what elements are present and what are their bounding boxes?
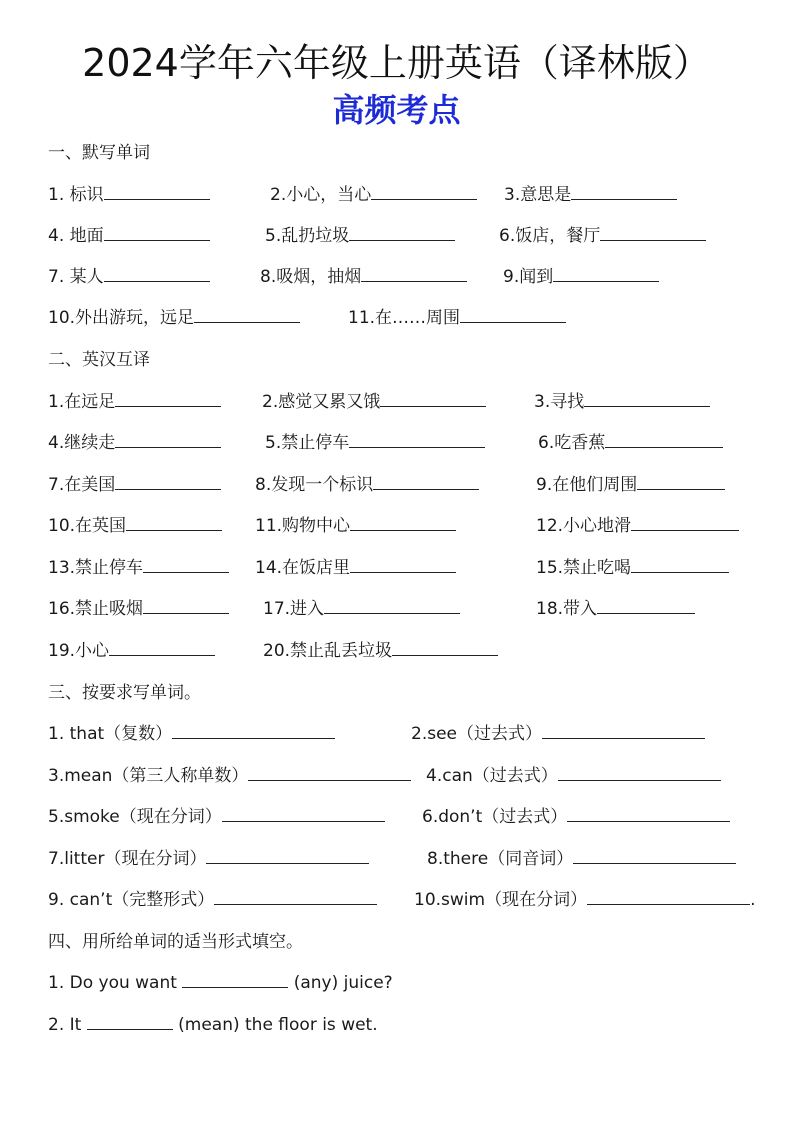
item-prompt: 2.小心，当心	[270, 185, 372, 205]
exercise-item	[48, 969, 393, 997]
item-prompt: 5.乱扔垃圾	[265, 226, 350, 246]
exercise-item	[48, 429, 221, 457]
item-prompt: 16.禁止吸烟	[48, 599, 144, 619]
exercise-item	[48, 554, 229, 582]
exercise-item	[263, 595, 460, 623]
item-prompt: 8.发现一个标识	[255, 475, 374, 495]
answer-blank[interactable]	[324, 595, 460, 614]
item-prompt: 14.在饭店里	[255, 558, 351, 578]
exercise-item	[48, 512, 222, 540]
item-prompt: 9. can’t（完整形式）	[48, 890, 215, 910]
answer-blank[interactable]	[584, 388, 710, 407]
item-prompt: 11.在……周围	[348, 308, 461, 328]
answer-blank[interactable]	[571, 181, 677, 200]
answer-blank[interactable]	[597, 595, 695, 614]
exercise-item	[48, 803, 385, 831]
answer-blank[interactable]	[248, 762, 411, 781]
sentence-after: (any) juice?	[288, 973, 393, 993]
answer-blank[interactable]	[631, 554, 729, 573]
answer-blank[interactable]	[214, 886, 377, 905]
exercise-item	[348, 304, 566, 332]
exercise-item	[411, 720, 705, 748]
sentence-before: 1. Do you want	[48, 973, 183, 993]
item-prompt: 5.禁止停车	[265, 433, 350, 453]
item-prompt: 19.小心	[48, 641, 110, 661]
exercise-item	[426, 762, 721, 790]
exercise-item	[48, 762, 411, 790]
exercise-item	[48, 845, 369, 873]
item-prompt: 4. 地面	[48, 226, 104, 246]
exercise-item	[262, 388, 486, 416]
item-prompt: 10.在英国	[48, 516, 127, 536]
page-title: 2024学年六年级上册英语（译林版）	[82, 41, 711, 85]
answer-blank[interactable]	[172, 720, 335, 739]
item-prompt: 11.购物中心	[255, 516, 351, 536]
item-prompt: 17.进入	[263, 599, 325, 619]
item-prompt: 7.在美国	[48, 475, 116, 495]
answer-blank[interactable]	[349, 429, 485, 448]
item-prompt: 3.寻找	[534, 392, 585, 412]
answer-blank[interactable]	[600, 222, 706, 241]
item-prompt: 18.带入	[536, 599, 598, 619]
exercise-item	[260, 263, 467, 291]
answer-blank[interactable]	[361, 263, 467, 282]
exercise-item	[536, 554, 729, 582]
answer-blank[interactable]	[631, 512, 739, 531]
exercise-item	[265, 222, 455, 250]
item-prompt: 1. 标识	[48, 185, 104, 205]
answer-blank[interactable]	[349, 222, 455, 241]
item-prompt: 2.see（过去式）	[411, 724, 542, 744]
answer-blank[interactable]	[182, 969, 288, 988]
item-prompt: 15.禁止吃喝	[536, 558, 632, 578]
exercise-item	[255, 554, 456, 582]
item-prompt: 7. 某人	[48, 267, 104, 287]
item-prompt: 20.禁止乱丢垃圾	[263, 641, 393, 661]
exercise-item	[265, 429, 485, 457]
section-2-heading: 二、英汉互译	[48, 350, 150, 370]
exercise-item	[48, 304, 300, 332]
answer-blank[interactable]	[109, 637, 215, 656]
exercise-item	[255, 512, 456, 540]
answer-blank[interactable]	[553, 263, 659, 282]
item-prompt: 2.感觉又累又饿	[262, 392, 381, 412]
exercise-item	[534, 388, 710, 416]
exercise-item	[504, 181, 677, 209]
exercise-item	[538, 429, 723, 457]
answer-blank[interactable]	[115, 388, 221, 407]
item-prompt: 1. that（复数）	[48, 724, 173, 744]
exercise-item	[536, 595, 695, 623]
item-prompt: 12.小心地滑	[536, 516, 632, 536]
exercise-item	[48, 637, 215, 665]
trailing-period: .	[750, 890, 756, 910]
answer-blank[interactable]	[587, 886, 750, 905]
exercise-item	[422, 803, 730, 831]
exercise-item	[499, 222, 706, 250]
item-prompt: 10.外出游玩，远足	[48, 308, 195, 328]
exercise-item	[414, 886, 756, 914]
exercise-item	[48, 1011, 378, 1039]
answer-blank[interactable]	[222, 803, 385, 822]
answer-blank[interactable]	[104, 181, 210, 200]
answer-blank[interactable]	[104, 222, 210, 241]
page-subtitle: 高频考点	[332, 91, 461, 129]
item-prompt: 13.禁止停车	[48, 558, 144, 578]
exercise-item	[503, 263, 659, 291]
item-prompt: 8.吸烟，抽烟	[260, 267, 362, 287]
exercise-item	[48, 181, 210, 209]
item-prompt: 4.继续走	[48, 433, 116, 453]
answer-blank[interactable]	[115, 429, 221, 448]
item-prompt: 5.smoke（现在分词）	[48, 807, 222, 827]
section-1-heading: 一、默写单词	[48, 143, 150, 163]
item-prompt: 4.can（过去式）	[426, 766, 558, 786]
exercise-item	[427, 845, 736, 873]
answer-blank[interactable]	[637, 471, 725, 490]
item-prompt: 6.吃香蕉	[538, 433, 606, 453]
answer-blank[interactable]	[380, 388, 486, 407]
answer-blank[interactable]	[143, 595, 229, 614]
exercise-item	[48, 720, 335, 748]
item-prompt: 1.在远足	[48, 392, 116, 412]
answer-blank[interactable]	[87, 1011, 173, 1030]
answer-blank[interactable]	[350, 512, 456, 531]
exercise-item	[48, 471, 221, 499]
exercise-item	[48, 595, 229, 623]
exercise-item	[263, 637, 498, 665]
exercise-item	[255, 471, 479, 499]
item-prompt: 7.litter（现在分词）	[48, 849, 207, 869]
exercise-item	[536, 512, 739, 540]
exercise-item	[270, 181, 477, 209]
answer-blank[interactable]	[126, 512, 222, 531]
answer-blank[interactable]	[567, 803, 730, 822]
exercise-item	[48, 886, 377, 914]
exercise-item	[48, 388, 221, 416]
exercise-item	[48, 263, 210, 291]
answer-blank[interactable]	[350, 554, 456, 573]
answer-blank[interactable]	[194, 304, 300, 323]
answer-blank[interactable]	[460, 304, 566, 323]
answer-blank[interactable]	[143, 554, 229, 573]
answer-blank[interactable]	[558, 762, 721, 781]
exercise-item	[536, 471, 725, 499]
section-4-heading: 四、用所给单词的适当形式填空。	[48, 932, 303, 952]
sentence-before: 2. It	[48, 1015, 87, 1035]
item-prompt: 6.don’t（过去式）	[422, 807, 568, 827]
item-prompt: 9.闻到	[503, 267, 554, 287]
answer-blank[interactable]	[373, 471, 479, 490]
section-3-heading: 三、按要求写单词。	[48, 683, 201, 703]
item-prompt: 8.there（同音词）	[427, 849, 574, 869]
item-prompt: 10.swim（现在分词）	[414, 890, 588, 910]
answer-blank[interactable]	[605, 429, 723, 448]
answer-blank[interactable]	[206, 845, 369, 864]
sentence-after: (mean) the floor is wet.	[172, 1015, 378, 1035]
answer-blank[interactable]	[371, 181, 477, 200]
answer-blank[interactable]	[115, 471, 221, 490]
answer-blank[interactable]	[392, 637, 498, 656]
item-prompt: 9.在他们周围	[536, 475, 638, 495]
answer-blank[interactable]	[104, 263, 210, 282]
item-prompt: 6.饭店，餐厅	[499, 226, 601, 246]
answer-blank[interactable]	[573, 845, 736, 864]
answer-blank[interactable]	[542, 720, 705, 739]
item-prompt: 3.意思是	[504, 185, 572, 205]
item-prompt: 3.mean（第三人称单数）	[48, 766, 249, 786]
exercise-item	[48, 222, 210, 250]
